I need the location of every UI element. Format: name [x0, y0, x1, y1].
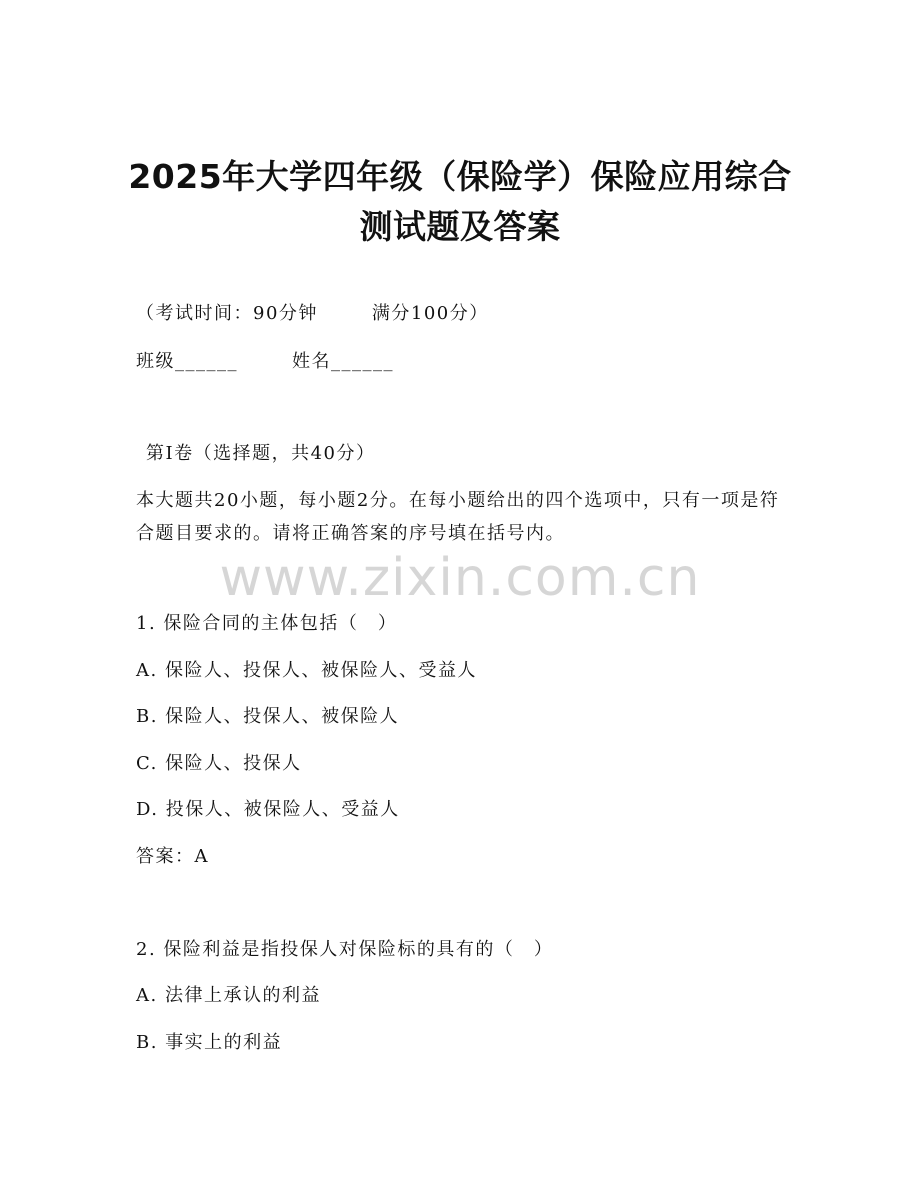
document-title-line-2: 测试题及答案: [359, 207, 561, 246]
exam-time: （考试时间：90分钟: [136, 303, 318, 324]
question-2-stem: 2. 保险利益是指投保人对保险标的具有的（ ）: [136, 939, 554, 960]
question-2-option-b: B. 事实上的利益: [136, 1032, 283, 1053]
name-field: 姓名______: [292, 351, 394, 372]
section-header: 第I卷（选择题，共40分）: [146, 443, 376, 464]
document-title-line-1: 2025年大学四年级（保险学）保险应用综合: [128, 157, 792, 196]
instructions: 本大题共20小题，每小题2分。在每小题给出的四个选项中，只有一项是符合题目要求的。请将正确答案的序号填在括号内。: [136, 490, 780, 544]
question-1-option-a: A. 保险人、投保人、被保险人、受益人: [136, 660, 477, 681]
question-1-option-c: C. 保险人、投保人: [136, 753, 302, 774]
question-2-option-a: A. 法律上承认的利益: [136, 985, 321, 1006]
exam-info: [136, 301, 489, 327]
full-score: 满分100分）: [371, 303, 489, 324]
student-fields: [136, 349, 394, 375]
question-1-option-d: D. 投保人、被保险人、受益人: [136, 799, 400, 820]
question-1-stem: 1. 保险合同的主体包括（ ）: [136, 613, 398, 634]
class-field: 班级______: [136, 351, 238, 372]
question-1-option-b: B. 保险人、投保人、被保险人: [136, 706, 400, 727]
watermark: www.zixin.com.cn: [219, 548, 701, 608]
question-1-answer: 答案：A: [136, 846, 209, 867]
